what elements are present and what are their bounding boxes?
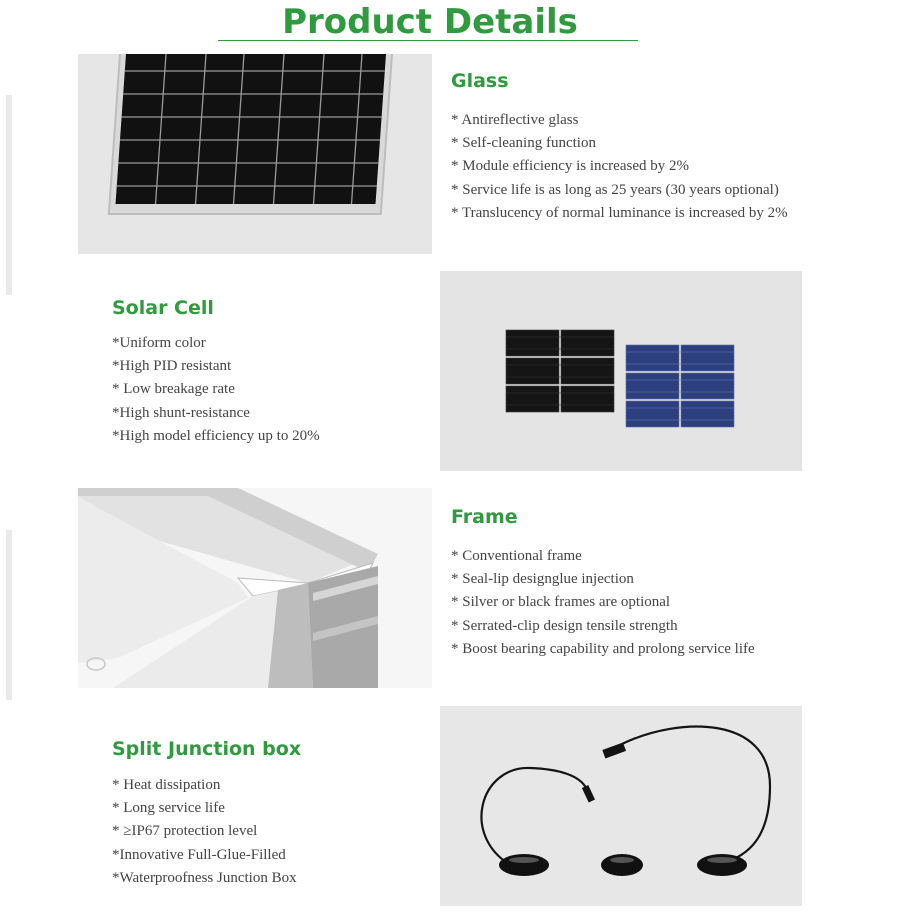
list-item: *Waterproofness Junction Box [112, 869, 297, 886]
title-underline [218, 40, 638, 41]
junction-box-feature-list [112, 774, 297, 890]
solar-cell-feature-list [112, 332, 320, 448]
list-item: * Seal-lip designglue injection [451, 571, 634, 588]
list-item: * Silver or black frames are optional [451, 594, 671, 611]
list-item: *Uniform color [112, 335, 206, 351]
list-item: *Innovative Full-Glue-Filled [112, 846, 286, 863]
list-item: * Boost bearing capability and prolong service life [451, 640, 755, 657]
section-heading-glass: Glass [451, 70, 509, 92]
list-item: * Conventional frame [451, 548, 582, 564]
list-item: *High model efficiency up to 20% [112, 427, 320, 444]
solar-cell-image [440, 271, 802, 471]
junction-box-image [440, 706, 802, 906]
list-item: * Long service life [112, 800, 225, 817]
list-item: * Antireflective glass [451, 112, 579, 128]
list-item: * Self-cleaning function [451, 135, 596, 152]
list-item: * Serrated-clip design tensile strength [451, 617, 678, 634]
glass-feature-list [451, 109, 788, 225]
frame-image [78, 488, 432, 688]
list-item: *High PID resistant [112, 358, 232, 375]
page-title: Product Details [282, 2, 578, 42]
edge-marker [6, 95, 12, 295]
section-heading-solar-cell: Solar Cell [112, 297, 214, 319]
list-item: * Module efficiency is increased by 2% [451, 158, 689, 175]
list-item: * ≥IP67 protection level [112, 823, 258, 840]
frame-feature-list [451, 545, 755, 661]
list-item: * Translucency of normal luminance is increased by 2% [451, 204, 788, 221]
list-item: * Low breakage rate [112, 381, 235, 398]
section-heading-junction-box: Split Junction box [112, 738, 302, 760]
glass-image [78, 54, 432, 254]
list-item: * Heat dissipation [112, 777, 221, 793]
list-item: * Service life is as long as 25 years (30 years optional) [451, 181, 779, 198]
section-heading-frame: Frame [451, 506, 518, 528]
edge-marker [6, 530, 12, 700]
list-item: *High shunt-resistance [112, 404, 250, 421]
